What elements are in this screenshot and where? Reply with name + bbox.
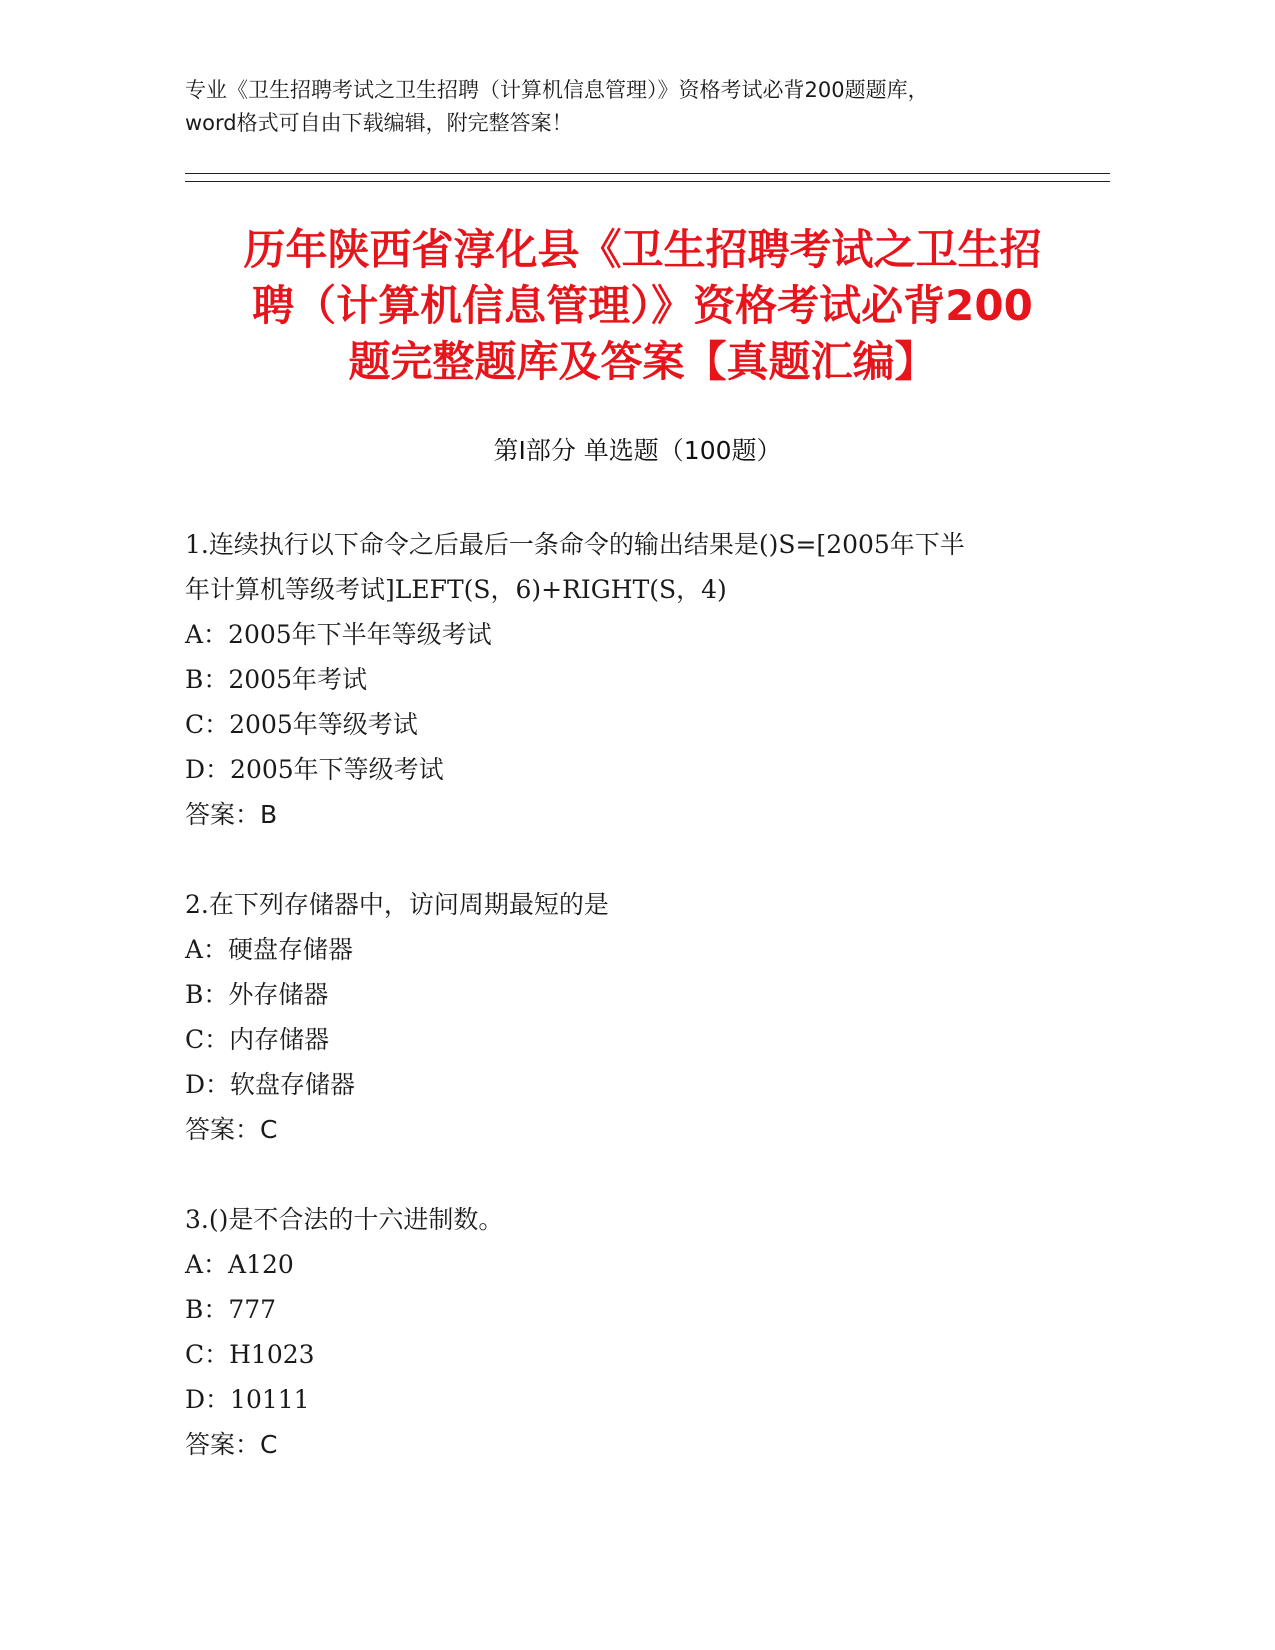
option-c: C：内存储器 <box>185 1025 330 1054</box>
option-b: B：777 <box>185 1295 277 1324</box>
question-stem: 1.连续执行以下命令之后最后一条命令的输出结果是()S=[2005年下半 <box>185 530 965 559</box>
option-d: D：10111 <box>185 1385 310 1414</box>
question-stem: 3.()是不合法的十六进制数。 <box>185 1205 504 1234</box>
answer: 答案：B <box>185 800 278 829</box>
option-a: A：2005年下半年等级考试 <box>185 620 492 649</box>
option-a: A：硬盘存储器 <box>185 935 354 964</box>
answer: 答案：C <box>185 1115 278 1144</box>
question-3 <box>185 1197 1085 1467</box>
header-note-line-2: word格式可自由下载编辑，附完整答案！ <box>185 111 573 135</box>
header-note-line-1: 专业《卫生招聘考试之卫生招聘（计算机信息管理）》资格考试必背200题题库， <box>185 78 929 102</box>
option-b: B：外存储器 <box>185 980 329 1009</box>
header-divider-top <box>185 173 1110 174</box>
header-note <box>185 74 1105 140</box>
option-c: C：2005年等级考试 <box>185 710 418 739</box>
question-stem: 2.在下列存储器中，访问周期最短的是 <box>185 890 609 919</box>
section-heading: 第Ⅰ部分 单选题（100题） <box>493 436 782 465</box>
document-title-line-1: 历年陕西省淳化县《卫生招聘考试之卫生招 <box>243 225 1042 274</box>
option-a: A：A120 <box>185 1250 294 1279</box>
document-title-line-2: 聘（计算机信息管理）》资格考试必背200 <box>252 281 1033 330</box>
answer: 答案：C <box>185 1430 278 1459</box>
option-d: D：2005年下等级考试 <box>185 755 444 784</box>
document-title-line-3: 题完整题库及答案【真题汇编】 <box>348 337 937 386</box>
question-stem-continued: 年计算机等级考试]LEFT(S，6)+RIGHT(S，4) <box>185 575 727 604</box>
option-d: D：软盘存储器 <box>185 1070 356 1099</box>
question-1 <box>185 522 1085 837</box>
document-title <box>185 222 1100 390</box>
header-divider-bottom <box>185 181 1110 182</box>
option-c: C：H1023 <box>185 1340 315 1369</box>
question-2 <box>185 882 1085 1152</box>
option-b: B：2005年考试 <box>185 665 367 694</box>
